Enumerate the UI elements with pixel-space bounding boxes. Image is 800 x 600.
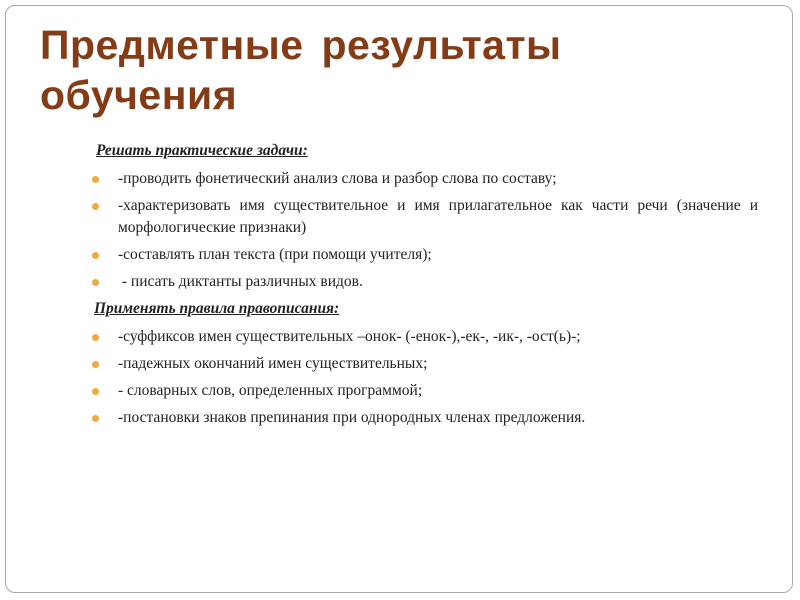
list-item <box>92 380 758 402</box>
list-item-text: -суффиксов имен существительных –онок- (-енок-),-ек-, -ик-, -ост(ь)-; <box>118 328 581 345</box>
bullet-dot-icon <box>92 252 99 259</box>
list-item-text: -падежных окончаний имен существительных; <box>118 355 428 372</box>
list-item-text: - писать диктанты различных видов. <box>118 273 363 290</box>
list-item <box>92 168 758 190</box>
bullet-dot-icon <box>92 334 99 341</box>
list-item <box>92 271 758 293</box>
list-item <box>92 326 758 348</box>
spelling-rules-list <box>92 326 758 429</box>
practical-tasks-list <box>92 168 758 293</box>
list-item-text: -составлять план текста (при помощи учителя); <box>118 246 432 263</box>
bullet-dot-icon <box>92 415 99 422</box>
list-item <box>92 407 758 429</box>
list-item <box>92 195 758 239</box>
bullet-dot-icon <box>92 388 99 395</box>
section-heading-spelling-rules: Применять правила правописания: <box>94 300 340 317</box>
slide-content <box>92 140 758 434</box>
list-item-text: -проводить фонетический анализ слова и разбор слова по составу; <box>118 170 557 187</box>
list-item-text: -характеризовать имя существительное и имя прилагательное как части речи (значение и морфологические признаки) <box>118 197 758 236</box>
bullet-dot-icon <box>92 361 99 368</box>
slide-title: Предметные результаты обучения <box>40 22 562 118</box>
bullet-dot-icon <box>92 176 99 183</box>
bullet-dot-icon <box>92 203 99 210</box>
list-item <box>92 353 758 375</box>
slide <box>5 5 793 593</box>
list-item-text: - словарных слов, определенных программой; <box>118 382 423 399</box>
list-item <box>92 244 758 266</box>
list-item-text: -постановки знаков препинания при однородных членах предложения. <box>118 409 586 426</box>
section-heading-practical-tasks: Решать практические задачи: <box>96 142 308 159</box>
bullet-dot-icon <box>92 279 99 286</box>
